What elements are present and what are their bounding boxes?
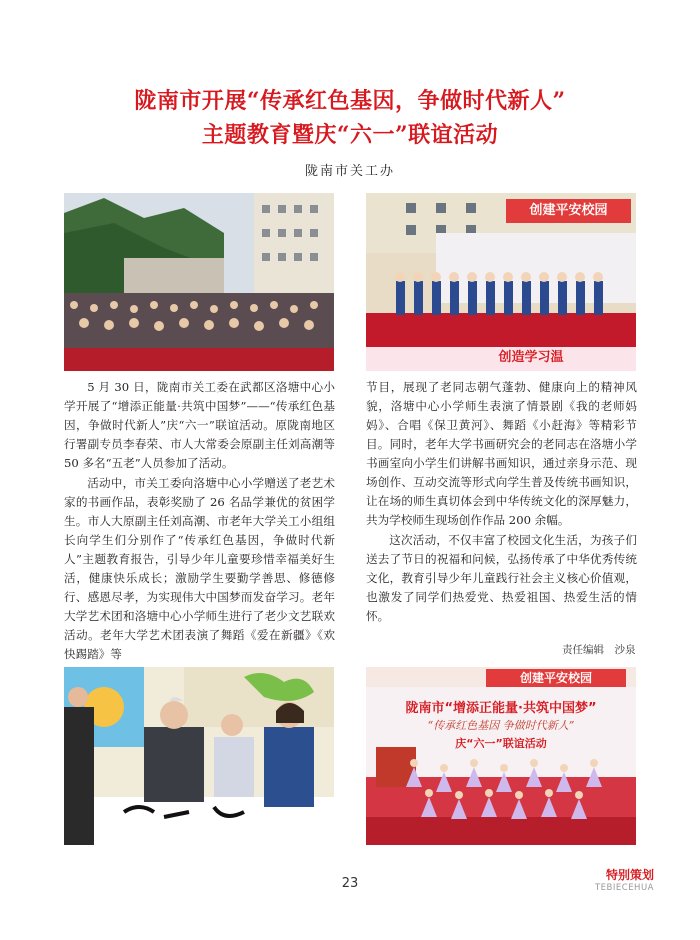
stage-subtitle: “传承红色基因 争做时代新人”: [427, 719, 575, 732]
photo-banner-safe-campus: 创建平安校园: [506, 199, 631, 223]
section-label-cn: 特别策划: [605, 868, 654, 882]
photo-banner-safe-campus-2: 创建平安校园: [486, 669, 626, 687]
article-author: 陇南市关工办: [304, 164, 395, 179]
stage-event: 庆“六一”联谊活动: [455, 737, 547, 750]
photo-calligraphy-image: [64, 667, 334, 845]
body-paragraph: 5 月 30 日，陇南市关工委在武都区洛塘中心小学开展了“增添正能量·共筑中国梦”——“传承红色基因，争做时代新人”庆“六一”联谊活动。原陇南地区行署副专员李春荣、市人大常委会原副主任刘高潮等 50 多名“五老”人员参加了活动。: [64, 380, 335, 470]
page-number: 23: [341, 876, 359, 891]
body-left-column: [64, 378, 335, 665]
article-title-line2: 主题教育暨庆“六一”联谊活动: [201, 122, 499, 148]
photo-dance: [366, 667, 636, 845]
body-right-column: [366, 378, 637, 627]
section-label-en: TEBIECEHUA: [594, 883, 654, 893]
body-paragraph: 活动中，市关工委向洛塘中心小学赠送了老艺术家的书画作品，表彰奖励了 26 名品学兼优的贫困学生。市人大原副主任刘高潮、市老年大学关工小组组长向学生们分别作了“传承红色基因，争做时代新人”主题教育报告，引导少年儿童要珍惜幸福美好生活，健康快乐成长；激励学生要勤学善思、修德修行、感恩尽孝，为实现伟大中国梦而发奋学习。老年大学艺术团和洛塘中心小学师生进行了老少文艺联欢活动。老年大学艺术团表演了舞蹈《爱在新疆》《欢快踢踏》等: [64, 476, 335, 661]
photo-stage-students: [366, 193, 636, 371]
photo-calligraphy: [64, 667, 334, 845]
photo-audience-image: [64, 193, 334, 371]
body-paragraph: 节目，展现了老同志朝气蓬勃、健康向上的精神风貌，洛塘中心小学师生表演了情景剧《我的老师妈妈》、合唱《保卫黄河》、舞蹈《小赶海》等精彩节目。同时，老年大学书画研究会的老同志在洛塘小学书画室向小学生们讲解书画知识，通过亲身示范、现场创作、互动交流等形式向学生普及传统书画知识，让在场的师生真切体会到中华传统文化的深厚魅力，共为学校师生现场创作作品 200 余幅。: [366, 380, 637, 527]
photo-audience: [64, 193, 334, 371]
responsible-editor: 责任编辑 沙泉: [562, 644, 636, 656]
photo-dance-image: [366, 667, 636, 845]
body-paragraph: 这次活动，不仅丰富了校园文化生活，为孩子们送去了节日的祝福和问候，弘扬传承了中华优秀传统文化，教育引导少年儿童践行社会主义核心价值观，也激发了同学们热爱党、热爱祖国、热爱生活的情怀。: [366, 533, 637, 623]
stage-title: 陇南市“增添正能量·共筑中国梦”: [405, 701, 597, 716]
photo-banner-learning: 创造学习温: [498, 350, 564, 365]
section-label: [595, 866, 654, 893]
article-title-line1: 陇南市开展“传承红色基因，争做时代新人”: [134, 88, 566, 114]
